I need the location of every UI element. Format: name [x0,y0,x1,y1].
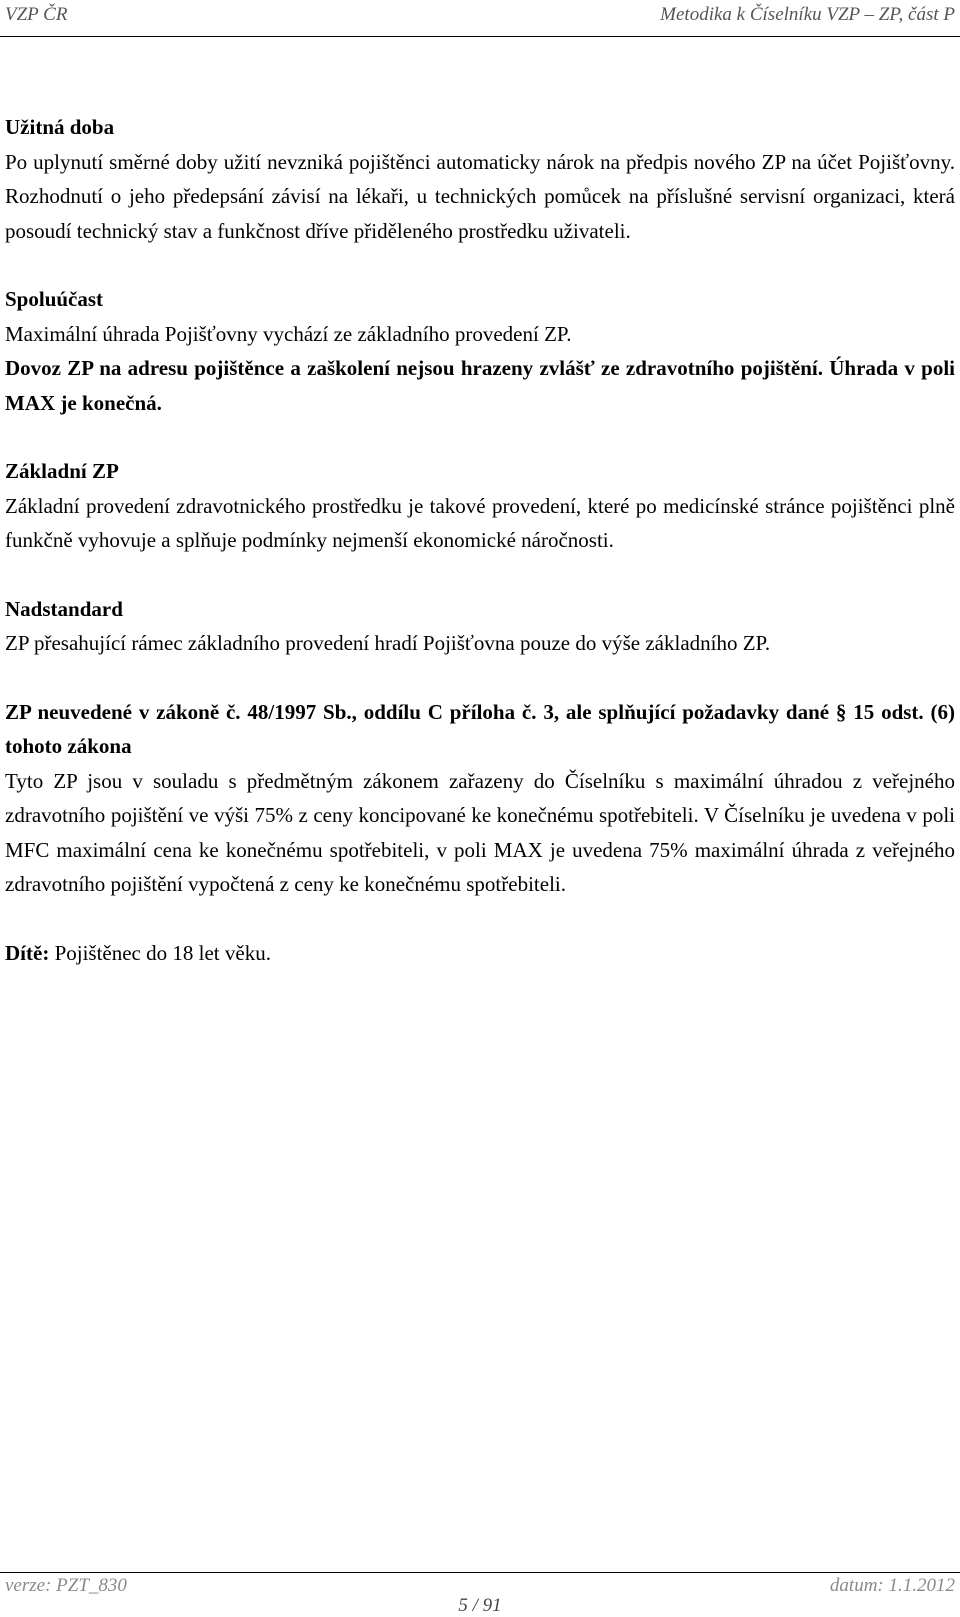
section-dite [5,936,955,971]
footer-date: datum: 1.1.2012 [829,1575,955,1596]
heading-zp-neuvedene: ZP neuvedené v zákoně č. 48/1997 Sb., oddílu C příloha č. 3, ale splňující požadavky dané § 15 odst. (6) tohoto zákona [5,699,955,758]
heading-uzitna-doba: Užitná doba [5,115,115,139]
header-right: Metodika k Číselníku VZP – ZP, část P [660,4,955,25]
footer-version: verze: PZT_830 [5,1575,127,1596]
label-dite: Dítě: [5,940,50,965]
section-nadstandard [5,592,955,661]
text-zakladni-zp: Základní provedení zdravotnického prostředku je takové provedení, které po medicínské stránce pojištěnci plně funkčně vyhovuje a splňuje podmínky nejmenší ekonomické náročnosti. [5,493,955,552]
value-dite: Pojištěnec do 18 let věku. [49,940,271,965]
text-nadstandard: ZP přesahující rámec základního provedení hradí Pojišťovna pouze do výše základního ZP. [5,631,771,655]
section-spoluucast [5,282,955,420]
text-dite [5,936,955,971]
section-uzitna-doba [5,110,955,248]
footer-divider [0,1572,960,1573]
document-body [5,110,955,1004]
page-header [0,0,960,37]
text-spoluucast: Maximální úhrada Pojišťovny vychází ze základního provedení ZP. [5,321,572,346]
section-zp-neuvedene [5,695,955,902]
heading-spoluucast: Spoluúčast [5,287,104,311]
page-number: 5 / 91 [458,1595,502,1616]
text-zp-neuvedene: Tyto ZP jsou v souladu s předmětným zákonem zařazeny do Číselníku s maximální úhradou z veřejného zdravotního pojištění ve výši 75% z ceny koncipované ke konečnému spotřebiteli. V Číselníku je uvedena v poli MFC maximální cena ke konečnému spotřebiteli, v poli MAX je uvedena 75% maximální úhrada z veřejného zdravotního pojištění vypočtená z ceny ke konečnému spotřebiteli. [5,768,955,896]
text-uzitna-doba: Po uplynutí směrné doby užití nevzniká pojištěnci automaticky nárok na předpis nového ZP na účet Pojišťovny. Rozhodnutí o jeho předepsání závisí na lékaři, u technických pomůcek na příslušné servisní organizaci, která posoudí technický stav a funkčnost dříve přiděleného prostředku uživateli. [5,149,955,243]
heading-zakladni-zp: Základní ZP [5,459,119,483]
heading-nadstandard: Nadstandard [5,596,123,621]
section-zakladni-zp [5,454,955,558]
header-left: VZP ČR [5,4,68,25]
text-spoluucast-bold: Dovoz ZP na adresu pojištěnce a zaškolení nejsou hrazeny zvlášť ze zdravotního pojištění. Úhrada v poli MAX je konečná. [5,356,955,415]
